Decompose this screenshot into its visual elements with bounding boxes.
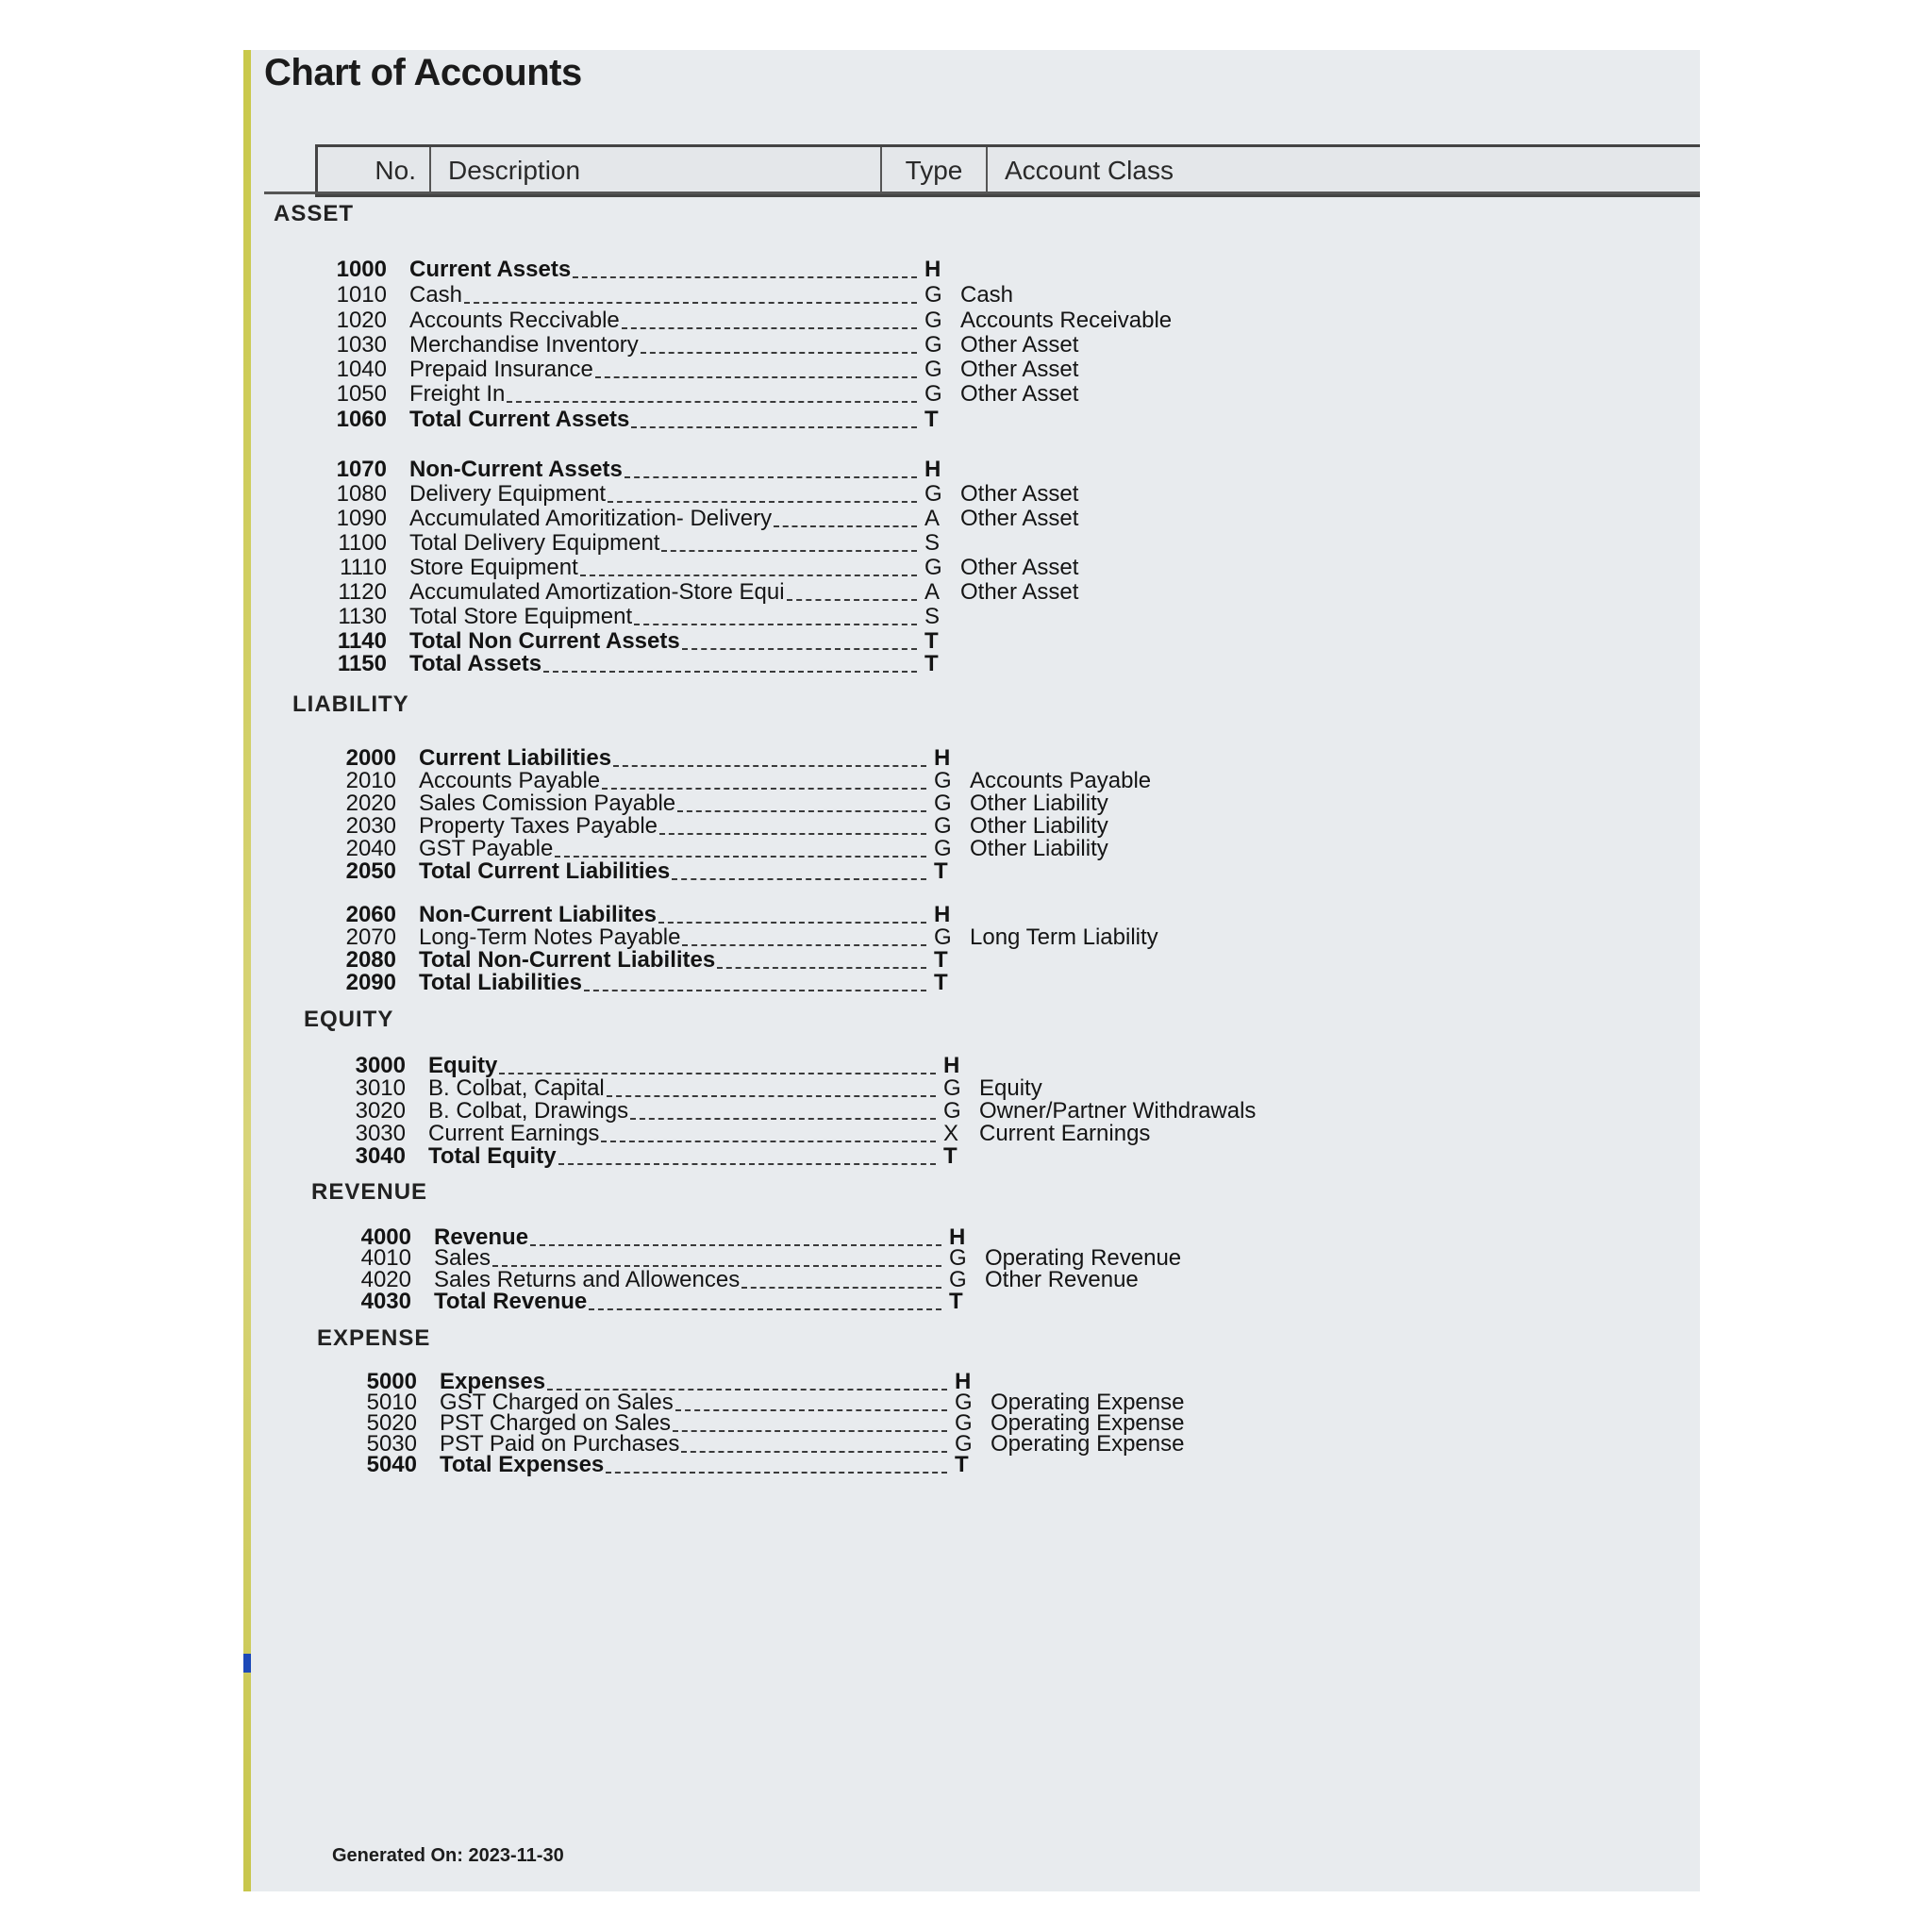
account-description: Sales (434, 1245, 491, 1271)
account-description-cell (409, 380, 919, 408)
account-class: Accounts Receivable (960, 308, 1173, 333)
report-page (251, 50, 1700, 1891)
account-class: Other Asset (960, 357, 1079, 382)
account-class: Current Earnings (979, 1121, 1151, 1146)
accounts-list (251, 50, 1700, 1891)
account-class: Equity (979, 1075, 1042, 1101)
account-number: 2080 (345, 947, 396, 973)
account-description-cell (409, 650, 919, 678)
account-number: 2070 (345, 924, 396, 950)
account-number: 3030 (355, 1121, 406, 1146)
account-class: Other Liability (970, 836, 1108, 861)
account-number: 1120 (338, 579, 387, 605)
account-class: Other Asset (960, 481, 1079, 507)
account-description-cell (434, 1288, 943, 1316)
account-number: 2040 (345, 836, 396, 861)
account-description: Total Equity (428, 1143, 557, 1169)
account-description: Prepaid Insurance (409, 357, 593, 382)
dotted-leader (634, 622, 917, 625)
section-header-asset: ASSET (274, 201, 355, 226)
account-type: G (943, 1098, 961, 1124)
account-description: Delivery Equipment (409, 481, 607, 507)
account-description-cell (409, 256, 919, 284)
account-number: 3040 (355, 1143, 406, 1169)
account-type: H (955, 1369, 972, 1394)
account-class: Accounts Payable (970, 768, 1152, 793)
account-description: Total Non-Current Liabilites (419, 947, 716, 973)
column-header-description[interactable]: Description (431, 147, 882, 194)
account-number: 1040 (336, 357, 387, 382)
account-class: Other Asset (960, 555, 1079, 580)
account-description: PST Charged on Sales (440, 1410, 672, 1436)
dotted-leader (573, 275, 917, 278)
section-header-equity: EQUITY (304, 1007, 394, 1032)
account-number: 5020 (366, 1410, 417, 1436)
account-description: GST Charged on Sales (440, 1390, 674, 1415)
account-number: 3020 (355, 1098, 406, 1124)
dotted-leader (672, 876, 926, 880)
account-description: Total Store Equipment (409, 604, 633, 629)
account-class: Operating Expense (991, 1431, 1185, 1457)
account-description: Long-Term Notes Payable (419, 924, 681, 950)
account-description: B. Colbat, Drawings (428, 1098, 629, 1124)
account-type: H (949, 1224, 966, 1250)
account-class: Owner/Partner Withdrawals (979, 1098, 1257, 1124)
account-type: H (943, 1053, 960, 1078)
account-description: Equity (428, 1053, 498, 1078)
account-description: Total Liabilities (419, 970, 582, 995)
account-row[interactable] (328, 650, 1366, 678)
account-number: 4010 (360, 1245, 411, 1271)
dotted-leader (507, 399, 917, 403)
account-row[interactable] (353, 1288, 1391, 1316)
account-number: 2010 (345, 768, 396, 793)
account-type: G (934, 768, 952, 793)
account-number: 5040 (366, 1452, 417, 1477)
dotted-leader (606, 1470, 947, 1474)
dotted-leader (608, 499, 917, 503)
account-description: Total Non Current Assets (409, 628, 680, 654)
account-description: Current Liabilities (419, 745, 612, 771)
account-class: Other Asset (960, 506, 1079, 531)
section-header-liability: LIABILITY (292, 691, 409, 717)
account-type: G (955, 1410, 973, 1436)
account-number: 1060 (336, 407, 387, 432)
account-row[interactable] (328, 256, 1366, 284)
account-number: 1020 (336, 308, 387, 333)
account-number: 2000 (345, 745, 396, 771)
account-description: Sales Returns and Allowences (434, 1267, 741, 1292)
account-class: Operating Revenue (985, 1245, 1182, 1271)
report-title: Chart of Accounts (264, 52, 582, 93)
account-number: 1010 (336, 282, 387, 308)
account-number: 1050 (336, 381, 387, 407)
account-description: Merchandise Inventory (409, 332, 639, 358)
dotted-leader (661, 548, 917, 552)
account-type: G (955, 1431, 973, 1457)
account-class: Other Asset (960, 579, 1079, 605)
account-description: Store Equipment (409, 555, 578, 580)
account-description: Total Current Assets (409, 407, 630, 432)
dotted-leader (774, 524, 917, 527)
account-type: T (934, 947, 948, 973)
account-type: A (924, 579, 941, 605)
account-type: S (924, 604, 941, 629)
account-number: 2020 (345, 791, 396, 816)
account-type: H (924, 257, 941, 282)
account-row[interactable] (338, 858, 1375, 886)
account-description: GST Payable (419, 836, 554, 861)
account-number: 1070 (336, 457, 387, 482)
account-class: Other Asset (960, 332, 1079, 358)
account-description: Accumulated Amoritization- Delivery (409, 506, 773, 531)
account-type: T (943, 1143, 958, 1169)
account-class: Operating Expense (991, 1410, 1185, 1436)
account-type: G (934, 813, 952, 839)
account-row[interactable] (328, 281, 1366, 309)
account-description-cell (409, 406, 919, 434)
account-class: Other Asset (960, 381, 1079, 407)
generated-footer (332, 1845, 564, 1867)
account-number: 5010 (366, 1390, 417, 1415)
account-description: Total Assets (409, 651, 542, 676)
account-number: 1090 (336, 506, 387, 531)
account-number: 1000 (336, 257, 387, 282)
account-description-cell (428, 1142, 938, 1171)
account-description-cell (409, 281, 919, 309)
dotted-leader (584, 988, 926, 991)
account-description: Current Assets (409, 257, 572, 282)
account-type: G (924, 381, 942, 407)
column-header-type[interactable]: Type (882, 147, 988, 194)
account-class: Other Liability (970, 791, 1108, 816)
account-type: X (943, 1121, 959, 1146)
account-number: 1100 (338, 530, 387, 556)
account-description: Accounts Payable (419, 768, 601, 793)
dotted-leader (787, 597, 917, 601)
account-description: Current Earnings (428, 1121, 600, 1146)
account-description-cell (440, 1451, 949, 1479)
account-type: H (924, 457, 941, 482)
account-type: G (934, 836, 952, 861)
account-class: Long Term Liability (970, 924, 1158, 950)
account-description: Total Revenue (434, 1289, 588, 1314)
account-row[interactable] (328, 380, 1366, 408)
account-number: 2050 (345, 858, 396, 884)
account-description: B. Colbat, Capital (428, 1075, 605, 1101)
account-description: Property Taxes Payable (419, 813, 658, 839)
dotted-leader (543, 669, 917, 673)
account-type: G (924, 555, 942, 580)
account-number: 2060 (345, 902, 396, 927)
dotted-leader (464, 300, 917, 304)
account-description: Sales Comission Payable (419, 791, 676, 816)
dotted-leader (622, 325, 917, 329)
account-class: Cash (960, 282, 1014, 308)
account-number: 1080 (336, 481, 387, 507)
account-row[interactable] (328, 406, 1366, 434)
account-description: Accounts Reccivable (409, 308, 620, 333)
account-number: 4020 (360, 1267, 411, 1292)
dotted-leader (625, 475, 917, 478)
account-description: Freight In (409, 381, 506, 407)
dotted-leader (641, 350, 917, 354)
account-class: Other Revenue (985, 1267, 1139, 1292)
account-type: T (949, 1289, 963, 1314)
account-type: T (934, 858, 948, 884)
dotted-leader (589, 1307, 941, 1310)
account-number: 5000 (366, 1369, 417, 1394)
account-type: G (943, 1075, 961, 1101)
dotted-leader (631, 425, 917, 428)
account-description: Accumulated Amortization-Store Equi (409, 579, 785, 605)
account-type: H (934, 745, 951, 771)
dotted-leader (595, 375, 917, 378)
account-row[interactable] (358, 1451, 1396, 1479)
account-type: G (949, 1245, 967, 1271)
account-type: G (934, 791, 952, 816)
account-type: G (924, 357, 942, 382)
account-number: 1030 (336, 332, 387, 358)
account-description: Expenses (440, 1369, 546, 1394)
account-type: T (924, 651, 939, 676)
dotted-leader (580, 573, 917, 576)
account-description-cell (419, 969, 928, 997)
account-description: PST Paid on Purchases (440, 1431, 680, 1457)
account-number: 5030 (366, 1431, 417, 1457)
section-header-expense: EXPENSE (317, 1325, 431, 1351)
account-description: Total Current Liabilities (419, 858, 671, 884)
account-type: T (955, 1452, 969, 1477)
account-type: H (934, 902, 951, 927)
account-type: G (924, 481, 942, 507)
account-row[interactable] (338, 969, 1375, 997)
account-description: Non-Current Liabilites (419, 902, 658, 927)
account-description: Non-Current Assets (409, 457, 623, 482)
account-description: Cash (409, 282, 463, 308)
account-class: Other Liability (970, 813, 1108, 839)
column-header-account-class[interactable]: Account Class (1005, 156, 1174, 185)
account-number: 1130 (338, 604, 387, 629)
generated-date: 2023-11-30 (468, 1845, 564, 1866)
account-description: Revenue (434, 1224, 529, 1250)
account-type: G (924, 308, 942, 333)
column-header-no[interactable]: No. (318, 147, 431, 194)
account-type: G (924, 332, 942, 358)
account-description-cell (419, 858, 928, 886)
account-class: Operating Expense (991, 1390, 1185, 1415)
account-description: Total Delivery Equipment (409, 530, 660, 556)
account-number: 2090 (345, 970, 396, 995)
account-type: G (955, 1390, 973, 1415)
account-number: 3000 (355, 1053, 406, 1078)
account-number: 4000 (360, 1224, 411, 1250)
account-type: S (924, 530, 941, 556)
account-type: T (924, 628, 939, 654)
account-number: 1150 (337, 651, 387, 676)
account-row[interactable] (347, 1142, 1385, 1171)
account-type: G (924, 282, 942, 308)
account-description: Total Expenses (440, 1452, 605, 1477)
account-number: 1110 (340, 555, 387, 580)
account-type: G (934, 924, 952, 950)
account-number: 2030 (345, 813, 396, 839)
account-type: T (934, 970, 948, 995)
account-type: A (924, 506, 941, 531)
report-window (243, 50, 1700, 1891)
section-header-revenue: REVENUE (311, 1179, 428, 1205)
dotted-leader (558, 1161, 936, 1165)
account-type: T (924, 407, 939, 432)
account-type: G (949, 1267, 967, 1292)
generated-label: Generated On: (332, 1845, 463, 1866)
account-number: 1140 (337, 628, 387, 654)
account-number: 3010 (355, 1075, 406, 1101)
account-number: 4030 (360, 1289, 411, 1314)
